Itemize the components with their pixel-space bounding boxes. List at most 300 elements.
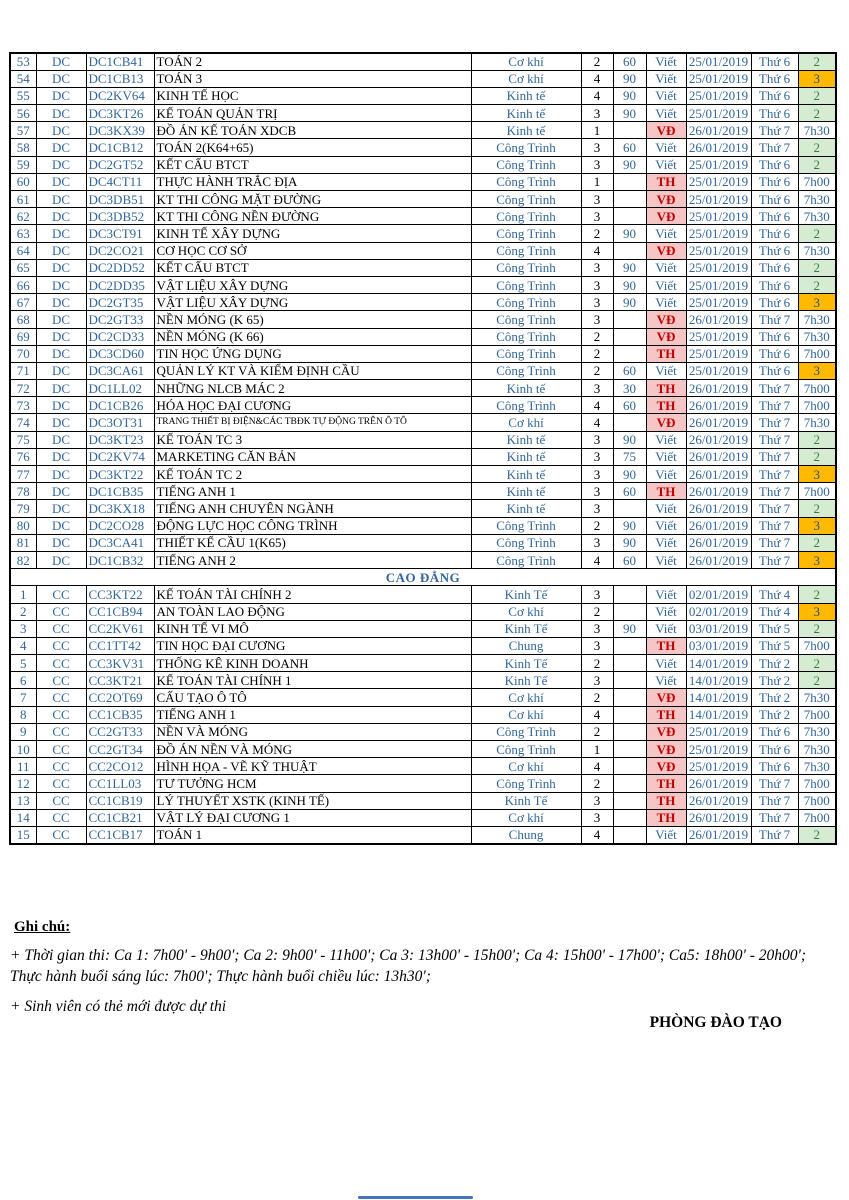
cell-duration: [613, 689, 646, 706]
cell-course-name: KINH TẾ XÂY DỰNG: [154, 225, 471, 242]
cell-credits: 2: [581, 689, 613, 706]
cell-exam-date: 25/01/2019: [686, 741, 751, 758]
cell-credits: 4: [581, 242, 613, 259]
cell-department: Kinh tế: [471, 122, 581, 139]
cell-row-number: 7: [10, 689, 36, 706]
cell-course-name: TIN HỌC ĐẠI CƯƠNG: [154, 637, 471, 654]
cell-course-code: DC1CB35: [86, 483, 154, 500]
cell-department: Kinh Tế: [471, 655, 581, 672]
cell-level: DC: [36, 294, 86, 311]
cell-level: DC: [36, 362, 86, 379]
cell-course-name: KẾT CẤU BTCT: [154, 259, 471, 276]
section-header-cao-dang: CAO ĐẲNG: [10, 569, 836, 586]
cell-exam-date: 25/01/2019: [686, 208, 751, 225]
cell-level: CC: [36, 706, 86, 723]
cell-exam-session: 7h00: [798, 792, 836, 809]
cell-exam-date: 25/01/2019: [686, 225, 751, 242]
cell-exam-type: Viết: [646, 620, 686, 637]
cell-department: Công Trình: [471, 534, 581, 551]
cell-exam-session: 2: [798, 500, 836, 517]
cell-exam-type: VĐ: [646, 311, 686, 328]
cell-duration: [613, 809, 646, 826]
cell-credits: 1: [581, 122, 613, 139]
cell-credits: 3: [581, 809, 613, 826]
cell-level: DC: [36, 225, 86, 242]
cell-course-name: KẾ TOÁN TÀI CHÍNH 1: [154, 672, 471, 689]
cell-department: Cơ khí: [471, 809, 581, 826]
cell-course-name: TOÁN 1: [154, 826, 471, 843]
cell-exam-date: 14/01/2019: [686, 706, 751, 723]
cell-exam-date: 25/01/2019: [686, 259, 751, 276]
cell-row-number: 5: [10, 655, 36, 672]
schedule-row: [10, 87, 836, 104]
cell-department: Công Trình: [471, 173, 581, 190]
cell-level: DC: [36, 397, 86, 414]
cell-exam-type: TH: [646, 809, 686, 826]
cell-department: Công Trình: [471, 723, 581, 740]
schedule-row: [10, 741, 836, 758]
cell-course-name: KT THI CÔNG MẶT ĐƯỜNG: [154, 191, 471, 208]
cell-exam-day: Thứ 5: [751, 637, 798, 654]
cell-duration: 30: [613, 380, 646, 397]
cell-level: DC: [36, 242, 86, 259]
cell-department: Kinh tế: [471, 500, 581, 517]
cell-course-code: DC2KV74: [86, 448, 154, 465]
schedule-row: [10, 551, 836, 568]
schedule-row: [10, 328, 836, 345]
cell-level: DC: [36, 345, 86, 362]
cell-department: Công Trình: [471, 242, 581, 259]
cell-level: DC: [36, 208, 86, 225]
cell-row-number: 78: [10, 483, 36, 500]
cell-exam-session: 7h00: [798, 809, 836, 826]
schedule-row: [10, 706, 836, 723]
cell-exam-type: VĐ: [646, 328, 686, 345]
note-student-card: + Sinh viên có thẻ mới được dự thi: [10, 998, 227, 1015]
schedule-row: [10, 191, 836, 208]
cell-row-number: 80: [10, 517, 36, 534]
cell-credits: 2: [581, 603, 613, 620]
note-exam-times: + Thời gian thi: Ca 1: 7h00' - 9h00'; Ca 2: 9h00' - 11h00'; Ca 3: 13h00' - 15h00'; Ca 4: 15h00' - 17h00'; Ca5: 18h00' - 20h00'; Thực hành buổi sáng lúc: 7h00'; Thực hành buổi chiều lúc: 13h30';: [10, 947, 806, 985]
schedule-row: [10, 208, 836, 225]
cell-course-name: TIN HỌC ỨNG DỤNG: [154, 345, 471, 362]
cell-level: CC: [36, 637, 86, 654]
cell-exam-session: 3: [798, 70, 836, 87]
cell-exam-session: 3: [798, 362, 836, 379]
cell-level: CC: [36, 809, 86, 826]
cell-exam-type: VĐ: [646, 741, 686, 758]
cell-exam-session: 7h00: [798, 380, 836, 397]
cell-duration: 60: [613, 139, 646, 156]
cell-credits: 3: [581, 637, 613, 654]
cell-department: Kinh Tế: [471, 586, 581, 603]
cell-department: Công Trình: [471, 551, 581, 568]
cell-duration: [613, 500, 646, 517]
cell-level: DC: [36, 500, 86, 517]
cell-department: Công Trình: [471, 139, 581, 156]
cell-course-code: DC3KT26: [86, 105, 154, 122]
cell-course-name: TIẾNG ANH CHUYÊN NGÀNH: [154, 500, 471, 517]
schedule-row: [10, 466, 836, 483]
cell-duration: [613, 208, 646, 225]
cell-exam-type: Viết: [646, 225, 686, 242]
cell-course-code: DC3KX18: [86, 500, 154, 517]
cell-department: Kinh tế: [471, 448, 581, 465]
cell-row-number: 6: [10, 672, 36, 689]
cell-credits: 2: [581, 53, 613, 70]
cell-duration: [613, 122, 646, 139]
cell-level: CC: [36, 723, 86, 740]
schedule-row: [10, 242, 836, 259]
cell-level: DC: [36, 311, 86, 328]
cell-exam-day: Thứ 2: [751, 655, 798, 672]
cell-duration: [613, 723, 646, 740]
cell-exam-date: 26/01/2019: [686, 448, 751, 465]
cell-exam-date: 14/01/2019: [686, 655, 751, 672]
cell-row-number: 57: [10, 122, 36, 139]
cell-exam-date: 25/01/2019: [686, 242, 751, 259]
cell-row-number: 4: [10, 637, 36, 654]
cell-row-number: 66: [10, 276, 36, 293]
cell-credits: 3: [581, 311, 613, 328]
cell-course-code: DC3CD60: [86, 345, 154, 362]
cell-department: Công Trình: [471, 328, 581, 345]
schedule-row: [10, 637, 836, 654]
cell-exam-session: 2: [798, 53, 836, 70]
cell-exam-type: Viết: [646, 431, 686, 448]
cell-exam-day: Thứ 6: [751, 53, 798, 70]
cell-credits: 4: [581, 758, 613, 775]
cell-course-name: ĐỒ ÁN NỀN VÀ MÓNG: [154, 741, 471, 758]
schedule-row: [10, 792, 836, 809]
cell-credits: 3: [581, 534, 613, 551]
cell-exam-session: 7h00: [798, 706, 836, 723]
cell-exam-session: 7h30: [798, 311, 836, 328]
cell-credits: 4: [581, 87, 613, 104]
cell-exam-date: 26/01/2019: [686, 466, 751, 483]
cell-credits: 4: [581, 551, 613, 568]
cell-exam-day: Thứ 7: [751, 826, 798, 843]
cell-exam-date: 25/01/2019: [686, 345, 751, 362]
cell-department: Công Trình: [471, 156, 581, 173]
cell-course-name: VẬT LÝ ĐẠI CƯƠNG 1: [154, 809, 471, 826]
cell-exam-date: 26/01/2019: [686, 431, 751, 448]
cell-exam-type: TH: [646, 345, 686, 362]
cell-exam-type: Viết: [646, 276, 686, 293]
cell-course-name: KẾ TOÁN TC 3: [154, 431, 471, 448]
cell-department: Công Trình: [471, 345, 581, 362]
cell-level: CC: [36, 689, 86, 706]
cell-duration: [613, 311, 646, 328]
cell-department: Công Trình: [471, 311, 581, 328]
schedule-row: [10, 672, 836, 689]
cell-credits: 3: [581, 431, 613, 448]
cell-row-number: 63: [10, 225, 36, 242]
cell-department: Kinh Tế: [471, 672, 581, 689]
cell-row-number: 53: [10, 53, 36, 70]
cell-exam-session: 7h30: [798, 741, 836, 758]
cell-department: Công Trình: [471, 208, 581, 225]
cell-level: CC: [36, 792, 86, 809]
cell-exam-type: Viết: [646, 603, 686, 620]
cell-level: DC: [36, 380, 86, 397]
cell-exam-type: Viết: [646, 655, 686, 672]
cell-department: Kinh tế: [471, 431, 581, 448]
cell-level: DC: [36, 414, 86, 431]
cell-exam-date: 25/01/2019: [686, 758, 751, 775]
cell-exam-day: Thứ 7: [751, 466, 798, 483]
cell-exam-day: Thứ 6: [751, 758, 798, 775]
schedule-row: [10, 809, 836, 826]
cell-exam-day: Thứ 6: [751, 723, 798, 740]
cell-exam-session: 7h30: [798, 723, 836, 740]
cell-exam-session: 7h00: [798, 173, 836, 190]
cell-exam-date: 03/01/2019: [686, 620, 751, 637]
schedule-row: [10, 105, 836, 122]
cell-exam-type: TH: [646, 706, 686, 723]
cell-exam-day: Thứ 4: [751, 603, 798, 620]
cell-exam-session: 7h30: [798, 758, 836, 775]
cell-duration: 60: [613, 397, 646, 414]
cell-course-code: DC3DB51: [86, 191, 154, 208]
schedule-row: [10, 723, 836, 740]
cell-course-code: CC2GT34: [86, 741, 154, 758]
schedule-row: [10, 620, 836, 637]
cell-course-code: DC1CB32: [86, 551, 154, 568]
exam-schedule-table: [9, 52, 837, 845]
cell-level: DC: [36, 551, 86, 568]
cell-row-number: 73: [10, 397, 36, 414]
cell-department: Công Trình: [471, 397, 581, 414]
section-header-row: [10, 569, 836, 586]
cell-course-name: ĐỘNG LỰC HỌC CÔNG TRÌNH: [154, 517, 471, 534]
cell-course-code: DC2GT52: [86, 156, 154, 173]
cell-course-code: DC3KT23: [86, 431, 154, 448]
cell-duration: [613, 414, 646, 431]
cell-course-name: TRANG THIẾT BỊ ĐIỆN&CÁC TBĐK TỰ ĐỘNG TRÊN Ô TÔ: [154, 414, 471, 431]
cell-exam-day: Thứ 6: [751, 345, 798, 362]
cell-department: Công Trình: [471, 741, 581, 758]
cell-exam-type: Viết: [646, 53, 686, 70]
cell-course-code: DC1CB41: [86, 53, 154, 70]
cell-exam-session: 7h30: [798, 191, 836, 208]
cell-course-code: DC4CT11: [86, 173, 154, 190]
cell-row-number: 68: [10, 311, 36, 328]
cell-exam-day: Thứ 2: [751, 672, 798, 689]
cell-exam-type: VĐ: [646, 242, 686, 259]
cell-exam-session: 2: [798, 87, 836, 104]
cell-course-name: TIẾNG ANH 2: [154, 551, 471, 568]
cell-exam-session: 7h30: [798, 414, 836, 431]
schedule-row: [10, 259, 836, 276]
cell-course-code: DC2GT35: [86, 294, 154, 311]
cell-level: DC: [36, 431, 86, 448]
cell-level: DC: [36, 105, 86, 122]
cell-course-code: DC3CA61: [86, 362, 154, 379]
cell-exam-day: Thứ 6: [751, 362, 798, 379]
cell-exam-session: 2: [798, 225, 836, 242]
cell-department: Kinh tế: [471, 87, 581, 104]
cell-duration: [613, 706, 646, 723]
cell-course-code: CC2GT33: [86, 723, 154, 740]
cell-course-name: KINH TẾ VI MÔ: [154, 620, 471, 637]
cell-course-name: CẤU TẠO Ô TÔ: [154, 689, 471, 706]
cell-credits: 2: [581, 775, 613, 792]
cell-course-code: DC2DD35: [86, 276, 154, 293]
cell-course-code: DC3KT22: [86, 466, 154, 483]
cell-exam-type: Viết: [646, 586, 686, 603]
cell-row-number: 56: [10, 105, 36, 122]
cell-exam-session: 3: [798, 466, 836, 483]
cell-exam-day: Thứ 7: [751, 431, 798, 448]
cell-exam-type: Viết: [646, 500, 686, 517]
cell-course-code: DC1CB13: [86, 70, 154, 87]
cell-exam-session: 2: [798, 448, 836, 465]
schedule-row: [10, 534, 836, 551]
cell-course-code: CC3KV31: [86, 655, 154, 672]
cell-exam-session: 7h00: [798, 345, 836, 362]
schedule-row: [10, 139, 836, 156]
cell-row-number: 62: [10, 208, 36, 225]
cell-level: CC: [36, 775, 86, 792]
cell-duration: [613, 603, 646, 620]
cell-exam-day: Thứ 7: [751, 414, 798, 431]
cell-course-code: CC2OT69: [86, 689, 154, 706]
cell-duration: 90: [613, 259, 646, 276]
cell-row-number: 54: [10, 70, 36, 87]
cell-exam-day: Thứ 7: [751, 775, 798, 792]
cell-row-number: 59: [10, 156, 36, 173]
cell-credits: 3: [581, 276, 613, 293]
cell-exam-session: 2: [798, 672, 836, 689]
cell-row-number: 13: [10, 792, 36, 809]
schedule-row: [10, 122, 836, 139]
cell-exam-session: 7h00: [798, 637, 836, 654]
cell-exam-type: Viết: [646, 517, 686, 534]
cell-course-name: LÝ THUYẾT XSTK (KINH TẾ): [154, 792, 471, 809]
cell-course-name: KINH TẾ HỌC: [154, 87, 471, 104]
schedule-row: [10, 380, 836, 397]
cell-exam-session: 7h30: [798, 689, 836, 706]
cell-exam-session: 2: [798, 276, 836, 293]
cell-credits: 3: [581, 792, 613, 809]
cell-exam-date: 26/01/2019: [686, 122, 751, 139]
cell-exam-date: 26/01/2019: [686, 483, 751, 500]
cell-course-name: KT THI CÔNG NỀN ĐƯỜNG: [154, 208, 471, 225]
cell-exam-session: 2: [798, 826, 836, 843]
cell-row-number: 14: [10, 809, 36, 826]
cell-level: CC: [36, 655, 86, 672]
cell-course-code: DC2DD52: [86, 259, 154, 276]
cell-row-number: 65: [10, 259, 36, 276]
cell-duration: [613, 655, 646, 672]
cell-course-code: DC3DB52: [86, 208, 154, 225]
cell-exam-date: 26/01/2019: [686, 380, 751, 397]
cell-exam-type: TH: [646, 637, 686, 654]
cell-row-number: 55: [10, 87, 36, 104]
cell-course-code: DC2GT33: [86, 311, 154, 328]
page-bottom-marker: [358, 1196, 473, 1199]
cell-level: DC: [36, 87, 86, 104]
cell-exam-day: Thứ 7: [751, 397, 798, 414]
schedule-row: [10, 311, 836, 328]
cell-department: Công Trình: [471, 225, 581, 242]
cell-credits: 3: [581, 105, 613, 122]
cell-exam-day: Thứ 7: [751, 380, 798, 397]
cell-department: Kinh tế: [471, 483, 581, 500]
cell-level: DC: [36, 448, 86, 465]
cell-exam-type: Viết: [646, 294, 686, 311]
cell-course-code: DC1CB26: [86, 397, 154, 414]
cell-exam-type: VĐ: [646, 723, 686, 740]
cell-duration: [613, 242, 646, 259]
cell-department: Cơ khí: [471, 603, 581, 620]
schedule-row: [10, 225, 836, 242]
cell-level: DC: [36, 53, 86, 70]
cell-course-name: VẬT LIỆU XÂY DỰNG: [154, 276, 471, 293]
cell-credits: 3: [581, 500, 613, 517]
cell-exam-day: Thứ 6: [751, 741, 798, 758]
schedule-row: [10, 483, 836, 500]
cell-exam-type: TH: [646, 792, 686, 809]
cell-course-name: THỐNG KÊ KINH DOANH: [154, 655, 471, 672]
cell-duration: 90: [613, 466, 646, 483]
cell-department: Công Trình: [471, 362, 581, 379]
cell-department: Công Trình: [471, 294, 581, 311]
cell-exam-date: 26/01/2019: [686, 534, 751, 551]
cell-course-code: CC3KT21: [86, 672, 154, 689]
cell-exam-session: 7h30: [798, 122, 836, 139]
cell-course-code: DC2CO21: [86, 242, 154, 259]
cell-credits: 3: [581, 208, 613, 225]
cell-department: Công Trình: [471, 517, 581, 534]
cell-row-number: 2: [10, 603, 36, 620]
cell-exam-day: Thứ 6: [751, 156, 798, 173]
cell-level: CC: [36, 826, 86, 843]
cell-credits: 3: [581, 139, 613, 156]
cell-level: CC: [36, 620, 86, 637]
cell-level: DC: [36, 139, 86, 156]
cell-exam-date: 26/01/2019: [686, 397, 751, 414]
cell-exam-date: 25/01/2019: [686, 156, 751, 173]
cell-department: Cơ khí: [471, 758, 581, 775]
cell-level: CC: [36, 603, 86, 620]
cell-department: Cơ khí: [471, 53, 581, 70]
cell-exam-type: Viết: [646, 534, 686, 551]
cell-credits: 3: [581, 466, 613, 483]
cell-exam-day: Thứ 6: [751, 70, 798, 87]
cell-exam-day: Thứ 7: [751, 448, 798, 465]
cell-course-code: DC3OT31: [86, 414, 154, 431]
cell-exam-type: Viết: [646, 259, 686, 276]
cell-duration: 90: [613, 105, 646, 122]
cell-course-name: HÌNH HỌA - VẼ KỸ THUẬT: [154, 758, 471, 775]
cell-level: DC: [36, 483, 86, 500]
cell-exam-type: Viết: [646, 139, 686, 156]
cell-duration: 75: [613, 448, 646, 465]
cell-department: Công Trình: [471, 191, 581, 208]
cell-row-number: 70: [10, 345, 36, 362]
cell-exam-session: 2: [798, 586, 836, 603]
cell-level: CC: [36, 758, 86, 775]
schedule-row: [10, 156, 836, 173]
cell-course-code: DC2CD33: [86, 328, 154, 345]
cell-credits: 3: [581, 448, 613, 465]
cell-duration: 60: [613, 483, 646, 500]
cell-duration: 60: [613, 53, 646, 70]
cell-row-number: 79: [10, 500, 36, 517]
cell-course-name: TIẾNG ANH 1: [154, 483, 471, 500]
